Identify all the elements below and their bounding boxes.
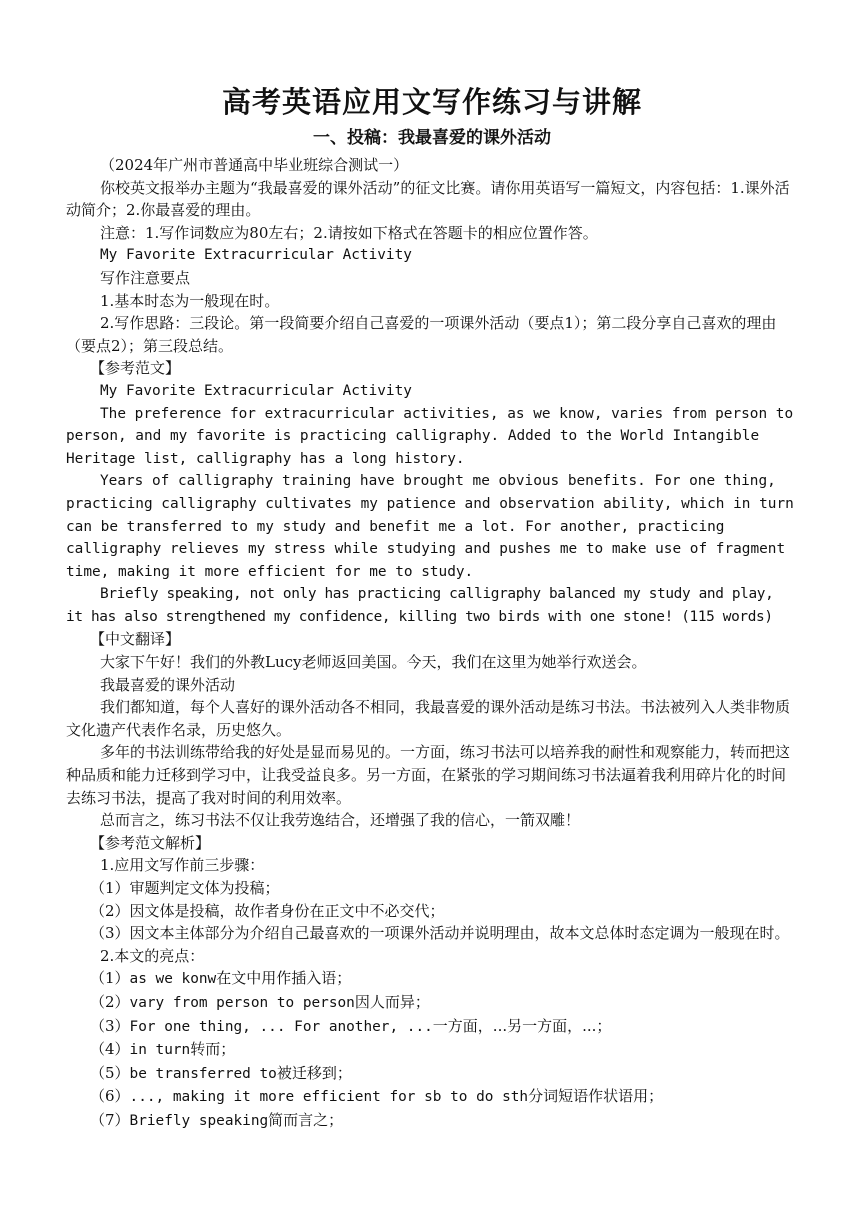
translation-paragraph-1: 我们都知道，每个人喜好的课外活动各不相同，我最喜爱的课外活动是练习书法。书法被列入人类非物质文化遗产代表作名录，历史悠久。 — [66, 698, 791, 739]
list-item: （1）as we konw在文中用作插入语； — [90, 969, 352, 988]
writing-note: 注意：1.写作词数应为80左右；2.请按如下格式在答题卡的相应位置作答。 — [100, 223, 598, 242]
translation-paragraph-3: 总而言之，练习书法不仅让我劳逸结合，还增强了我的信心，一箭双雕！ — [100, 811, 581, 830]
essay-heading: My Favorite Extracurricular Activity — [100, 247, 412, 264]
list-item: （7）Briefly speaking简而言之； — [90, 1110, 344, 1129]
translation-label: 【中文翻译】 — [90, 630, 181, 649]
document-title: 高考英语应用文写作练习与讲解 — [221, 85, 642, 119]
document-page — [66, 80, 798, 1133]
step-3: （3）因文本主体部分为介绍自己最喜欢的一项课外活动并说明理由，故本文总体时态定调为一般现在时。 — [90, 924, 790, 943]
step-1: （1）审题判定文体为投稿； — [90, 879, 280, 897]
highlights-heading: 2.本文的亮点： — [100, 946, 205, 965]
list-item: （6）..., making it more efficient for sb to do sth分词短语作状语用； — [90, 1087, 664, 1106]
translation-greeting: 大家下午好！我们的外教Lucy老师返回美国。今天，我们在这里为她举行欢送会。 — [100, 653, 647, 672]
translation-title: 我最喜爱的课外活动 — [100, 675, 236, 694]
list-item: （5）be transferred to被迁移到； — [90, 1063, 352, 1082]
tip-2: 2.写作思路：三段论。第一段简要介绍自己喜爱的一项课外活动（要点1）；第二段分享自己喜欢的理由（要点2）；第三段总结。 — [66, 314, 777, 355]
source-line: （2024年广州市普通高中毕业班综合测试一） — [100, 156, 409, 174]
model-essay-title: My Favorite Extracurricular Activity — [100, 382, 412, 399]
translation-paragraph-2: 多年的书法训练带给我的好处是显而易见的。一方面，练习书法可以培养我的耐性和观察能力，转而把这种品质和能力迁移到学习中，让我受益良多。另一方面，在紧张的学习期间练习书法逼着我利用碎片化的时间去练习书法，提高了我对时间的利用效率。 — [66, 743, 791, 807]
tips-heading: 写作注意要点 — [100, 268, 191, 287]
steps-heading: 1.应用文写作前三步骤： — [100, 856, 265, 875]
highlights-list — [66, 967, 798, 1132]
list-item: （4）in turn转而； — [90, 1040, 236, 1059]
writing-prompt: 你校英文报举办主题为“我最喜爱的课外活动”的征文比赛。请你用英语写一篇短文，内容包括：1.课外活动简介；2.你最喜爱的理由。 — [66, 178, 790, 220]
model-essay-label: 【参考范文】 — [90, 359, 181, 378]
model-paragraph-3: Briefly speaking, not only has practicing calligraphy balanced my study and play, it has also strengthened my confidence, killing two birds with one stone! (115 words) — [66, 586, 774, 625]
step-2: （2）因文体是投稿，故作者身份在正文中不必交代； — [90, 901, 445, 920]
list-item: （2）vary from person to person因人而异； — [90, 992, 430, 1011]
model-paragraph-1: The preference for extracurricular activities, as we know, varies from person to person, and my favorite is practicing calligraphy. Added to the World Intangible Heritage list, calligraphy has a long history. — [66, 405, 794, 467]
model-paragraph-2: Years of calligraphy training have brought me obvious benefits. For one thing, practicing calligraphy cultivates my patience and observation ability, which in turn can be transferred to my study and benefit me a lot. For another, practicing calligraphy relieves my stress while studying and pushes me to make use of fragment time, making it more efficient for me to study. — [66, 473, 794, 580]
list-item: （3）For one thing, ... For another, ...一方面，...另一方面，...； — [90, 1016, 612, 1035]
section-title: 一、投稿：我最喜爱的课外活动 — [313, 128, 551, 148]
analysis-label: 【参考范文解析】 — [90, 833, 211, 852]
tip-1: 1.基本时态为一般现在时。 — [100, 291, 280, 310]
